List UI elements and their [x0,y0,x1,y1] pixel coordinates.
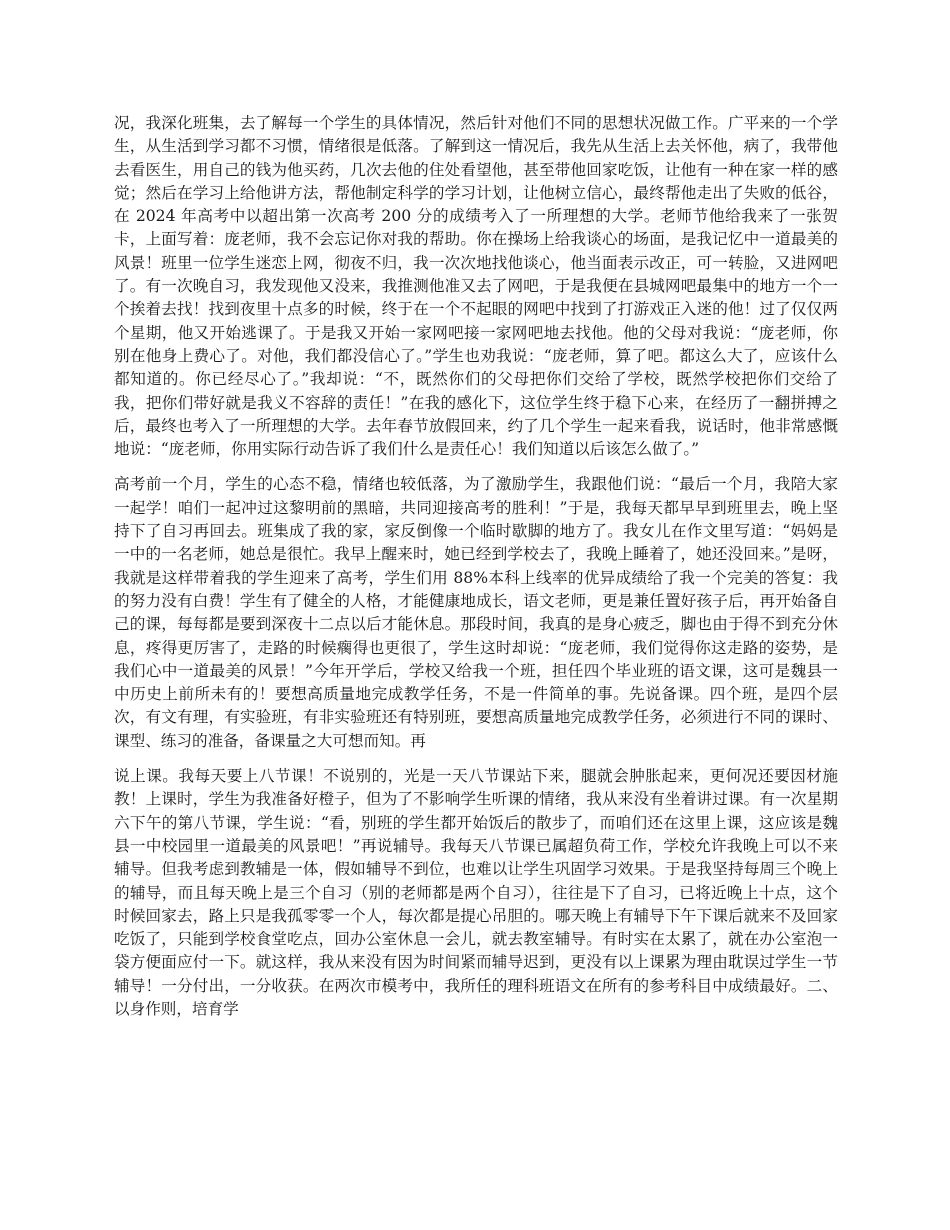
paragraph-1: 况，我深化班集，去了解每一个学生的具体情况，然后针对他们不同的思想状况做工作。广平来的一个学生，从生活到学习都不习惯，情绪很是低落。了解到这一情况后，我先从生活上去关怀他，病了，我带他去看医生，用自己的钱为他买药，几次去他的住处看望他，甚至带他回家吃饭，让他有一种在家一样的感觉；然后在学习上给他讲方法，帮他制定科学的学习计划，让他树立信心，最终帮他走出了失败的低谷，在 2024 年高考中以超出第一次高考 200 分的成绩考入了一所理想的大学。老师节他给我来了一张贺卡，上面写着：庞老师，我不会忘记你对我的帮助。你在操场上给我谈心的场面，是我记忆中一道最美的风景！班里一位学生迷恋上网，彻夜不归，我一次次地找他谈心，他当面表示改正，可一转脸，又进网吧了。有一次晚自习，我发现他又没来，我推测他准又去了网吧，于是我便在县城网吧最集中的地方一个一个挨着去找！找到夜里十点多的时候，终于在一个不起眼的网吧中找到了打游戏正入迷的他！过了仅仅两个星期，他又开始逃课了。于是我又开始一家网吧接一家网吧地去找他。他的父母对我说：“庞老师，你别在他身上费心了。对他，我们都没信心了。”学生也劝我说：“庞老师，算了吧。都这么大了，应该什么都知道的。你已经尽心了。”我却说：“不，既然你们的父母把你们交给了学校，既然学校把你们交给了我，把你们带好就是我义不容辞的责任！”在我的感化下，这位学生终于稳下心来，在经历了一翻拼搏之后，最终也考入了一所理想的大学。去年春节放假回来，约了几个学生一起来看我，说话时，他非常感慨地说：“庞老师，你用实际行动告诉了我们什么是责任心！我们知道以后该怎么做了。” [114,114,838,459]
paragraph-3: 说上课。我每天要上八节课！不说别的，光是一天八节课站下来，腿就会肿胀起来，更何况还要因材施教！上课时，学生为我准备好橙子，但为了不影响学生听课的情绪，我从来没有坐着讲过课。有一次星期六下午的第八节课，学生说：“看，别班的学生都开始饭后的散步了，而咱们还在这里上课，这应该是魏县一中校园里一道最美的风景吧！”再说辅导。我每天八节课已属超负荷工作，学校允许我晚上可以不来辅导。但我考虑到教辅是一体，假如辅导不到位，也难以让学生巩固学习效果。于是我坚持每周三个晚上的辅导，而且每天晚上是三个自习（别的老师都是两个自习），往往是下了自习，已将近晚上十点，这个时候回家去，路上只是我孤零零一个人，每次都是提心吊胆的。哪天晚上有辅导下午下课后就来不及回家吃饭了，只能到学校食堂吃点，回办公室休息一会儿，就去教室辅导。有时实在太累了，就在办公室泡一袋方便面应付一下。就这样，我从来没有因为时间紧而辅导迟到，更没有以上课累为理由耽误过学生一节辅导！一分付出，一分收获。在两次市模考中，我所任的理科班语文在所有的参考科目中成绩最好。二、以身作则，培育学 [114,767,838,1018]
paragraph-2: 高考前一个月，学生的心态不稳，情绪也较低落，为了激励学生，我跟他们说：“最后一个月，我陪大家一起学！咱们一起冲过这黎明前的黑暗，共同迎接高考的胜利！”于是，我每天都早早到班里去，晚上坚持下了自习再回去。班集成了我的家，家反倒像一个临时歇脚的地方了。我女儿在作文里写道：“妈妈是一中的一名老师，她总是很忙。我早上醒来时，她已经到学校去了，我晚上睡着了，她还没回来。”是呀，我就是这样带着我的学生迎来了高考，学生们用 88%本科上线率的优异成绩给了我一个完美的答复：我的努力没有白费！学生有了健全的人格，才能健康地成长，语文老师，更是兼任置好孩子后，再开始备自己的课，每每都是要到深夜十二点以后才能休息。那段时间，我真的是身心疲乏，脚也由于得不到充分休息，疼得更厉害了，走路的时候瘸得也更很了，学生这时却说：“庞老师，我们觉得你这走路的姿势，是我们心中一道最美的风景！”今年开学后，学校又给我一个班，担任四个毕业班的语文课，这可是魏县一中历史上前所未有的！要想高质量地完成教学任务，不是一件简单的事。先说备课。四个班，是四个层次，有文有理，有实验班，有非实验班还有特别班，要想高质量地完成教学任务，必须进行不同的课时、课型、练习的准备，备课量之大可想而知。再 [114,475,838,750]
document-body [114,112,838,1021]
